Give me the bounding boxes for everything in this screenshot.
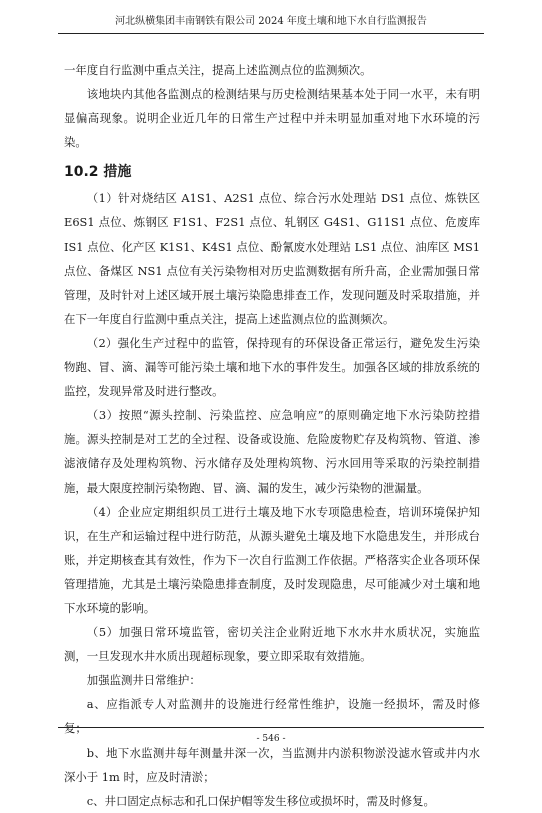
running-header: 河北纵横集团丰南钢铁有限公司 2024 年度土壤和地下水自行监测报告 [115,16,427,27]
header-divider [58,33,484,34]
measure-paragraph-1: （1）针对烧结区 A1S1、A2S1 点位、综合污水处理站 DS1 点位、炼铁区 E6S1 点位、炼钢区 F1S1、F2S1 点位、轧钢区 G4S1、G11S1 点位、危废库 IS1 点位、化产区 K1S1、K4S1 点位、酚氰废水处理站 LS1 点位、油库区 MS1 点位、备煤区 NS1 点位有关污染物相对历史监测数据有所升高，企业需加强日常管理，及时针对上述区域开展土壤污染隐患排查工作，发现问题及时采取措施，并在下一年度自行监测中重点关注，提高上述监测点位的监测频次。 [64,191,480,326]
body-text [64,58,480,813]
maintenance-item-a: a、应指派专人对监测井的设施进行经常性维护，设施一经损坏，需及时修复； [64,697,480,736]
section-heading: 10.2 措施 [64,164,132,181]
maintenance-item-b: b、地下水监测井每年测量井深一次，当监测井内淤积物淤没滤水管或井内水深小于 1m 时，应及时清淤； [64,745,480,784]
measure-paragraph-2: （2）强化生产过程中的监管，保持现有的环保设备正常运行，避免发生污染物跑、冒、滴、漏等可能污染土壤和地下水的事件发生。加强各区域的排放系统的监控，发现异常及时进行整改。 [64,335,480,399]
maintenance-item-c: c、井口固定点标志和孔口保护帽等发生移位或损坏时，需及时修复。 [86,793,435,808]
page-number: - 546 - [256,734,286,744]
measure-paragraph-4: （4）企业应定期组织员工进行土壤及地下水专项隐患检查，培训环境保护知识，在生产和运输过程中进行防范，从源头避免土壤及地下水隐患发生，并形成台账，并定期核查其有效性，作为下一次自行监测工作依据。严格落实企业各项环保管理措施，尤其是土壤污染隐患排查制度，及时发现隐患，尽可能减少对土壤和地下水环境的影响。 [64,504,480,615]
measure-paragraph-5: （5）加强日常环境监管，密切关注企业附近地下水水井水质状况，实施监测，一旦发现水井水质出现超标现象，要立即采取有效措施。 [64,625,480,664]
intro-paragraph-continued: 一年度自行监测中重点关注，提高上述监测点位的监测频次。 [64,63,372,77]
maintenance-intro: 加强监测井日常维护： [86,673,201,688]
footer-divider [58,727,484,728]
measure-paragraph-3: （3）按照“源头控制、污染监控、应急响应”的原则确定地下水污染防控措施。源头控制是对工艺的全过程、设备或设施、危险废物贮存及构筑物、管道、渗滤液储存及处理构筑物、污水储存及处理构筑物、污水回用等采取的污染控制措施，最大限度控制污染物跑、冒、滴、漏的发生，减少污染物的泄漏量。 [64,408,480,495]
intro-paragraph-conclusion: 该地块内其他各监测点的检测结果与历史检测结果基本处于同一水平，未有明显偏高现象。说明企业近几年的日常生产过程中并未明显加重对地下水环境的污染。 [64,87,480,150]
